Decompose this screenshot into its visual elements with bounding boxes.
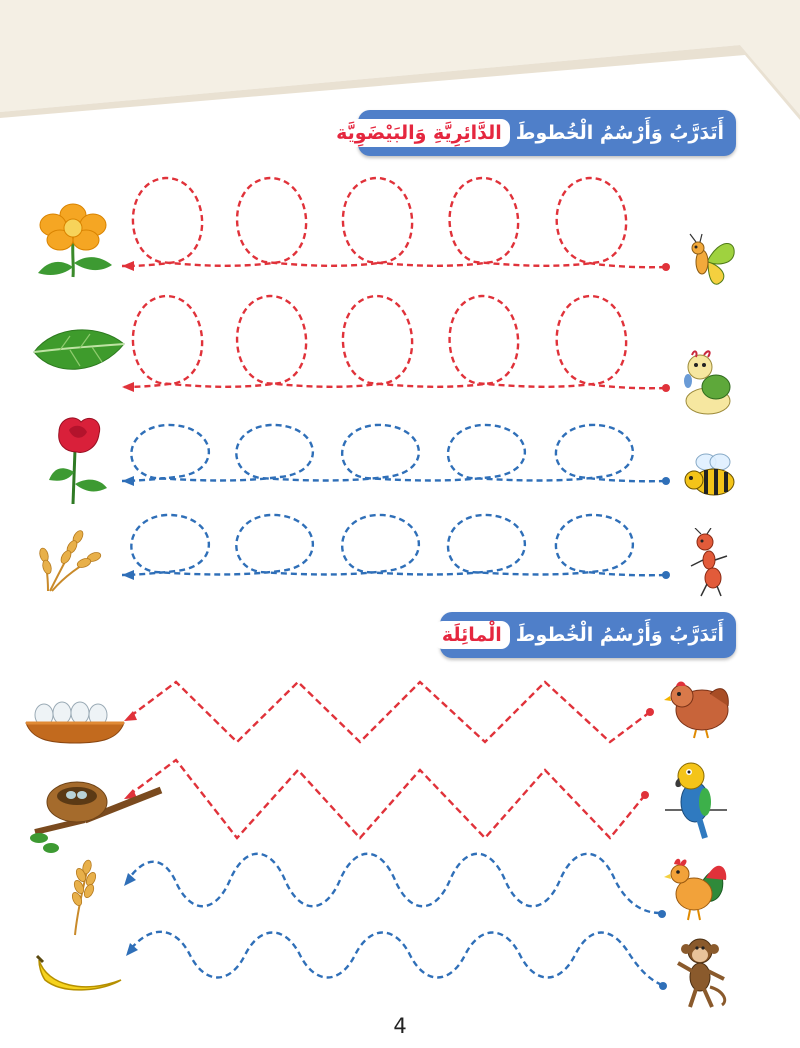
page-number: 4 [393,1014,407,1038]
trace-row-2[interactable] [122,296,670,392]
trace-row-3[interactable] [122,425,670,486]
trace-row-5[interactable] [124,682,654,742]
banana-icon [35,950,125,998]
instruction-text: أَتَدَرَّبُ وَأَرْسُمُ الْخُطوطَ [515,122,724,144]
rooster-icon [662,852,728,922]
bee-icon [682,452,740,502]
hen-icon [660,672,732,740]
flower-icon [28,195,118,285]
trace-row-8[interactable] [126,932,667,990]
bird-nest-icon [25,772,163,854]
rose-icon [45,412,115,508]
wheat-stalk-icon [55,855,105,937]
instruction-text: أَتَدَرَّبُ وَأَرْسُمُ الْخُطوطَ [515,624,724,646]
trace-row-1[interactable] [122,178,670,271]
butterfly-icon [678,232,738,290]
leaf-icon [30,322,126,382]
parrot-icon [665,758,727,840]
trace-row-4[interactable] [122,515,670,580]
eggs-basket-icon [22,695,128,745]
monkey-icon [672,935,732,1011]
ant-icon [685,528,735,598]
instruction-highlight: الدَّائِرِيَّةِ وَالبَيْضَوِيَّة [328,119,510,147]
trace-row-6[interactable] [124,760,649,838]
trace-row-7[interactable] [124,854,666,918]
instruction-highlight: الْمائِلَة [434,621,510,649]
wheat-icon [38,525,108,595]
caterpillar-icon [678,345,738,417]
